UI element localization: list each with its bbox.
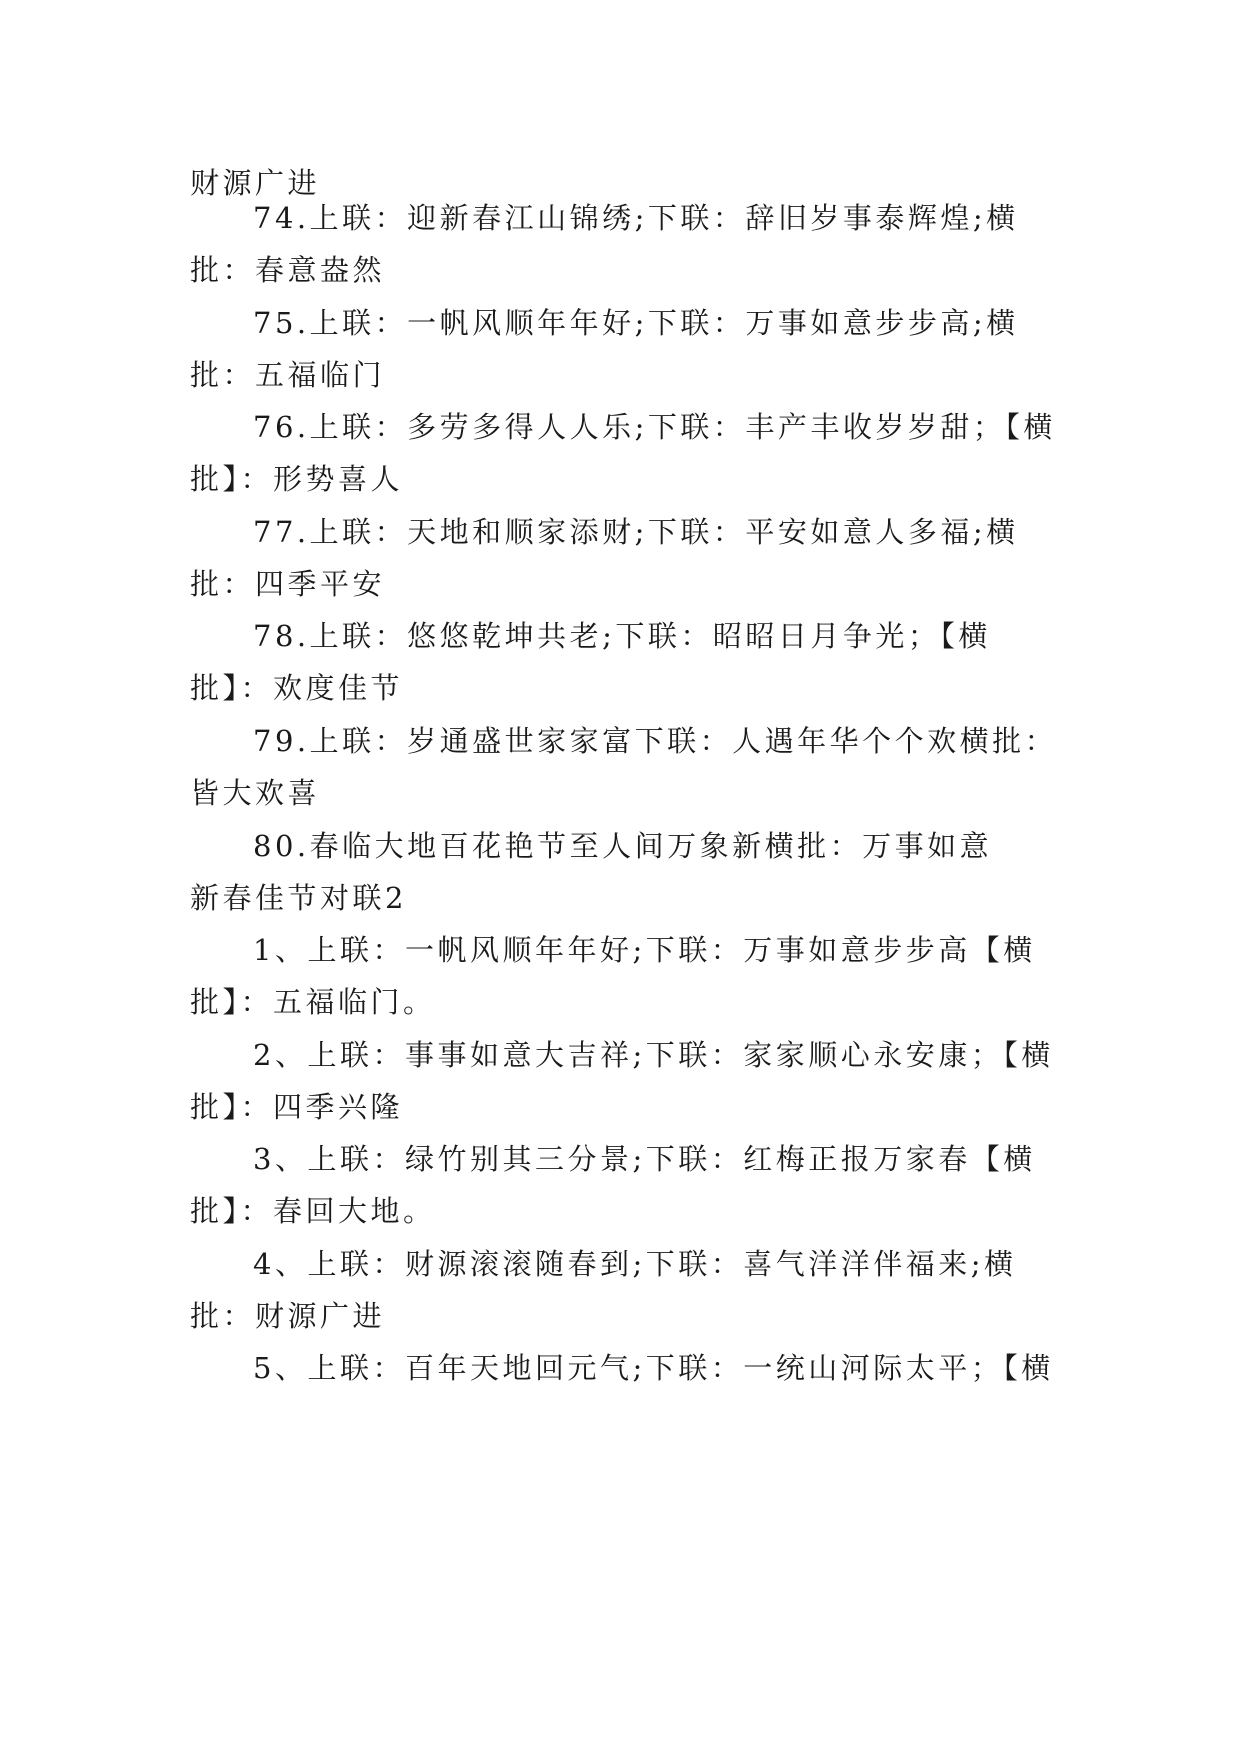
text-line: 1、上联：一帆风顺年年好;下联：万事如意步步高【横 <box>253 933 1036 967</box>
text-line: 批】：四季兴隆 <box>190 1090 404 1124</box>
text-line: 皆大欢喜 <box>190 776 321 810</box>
text-line: 2、上联：事事如意大吉祥;下联：家家顺心永安康；【横 <box>253 1038 1054 1072</box>
text-line: 5、上联：百年天地回元气;下联：一统山河际太平；【横 <box>253 1351 1054 1385</box>
text-line: 75.上联：一帆风顺年年好;下联：万事如意步步高;横 <box>253 306 1019 340</box>
text-line: 79.上联：岁通盛世家家富下联：人遇年华个个欢横批： <box>253 724 1058 758</box>
text-line: 77.上联：天地和顺家添财;下联：平安如意人多福;横 <box>253 515 1019 549</box>
text-line: 批】：五福临门。 <box>190 985 436 1019</box>
text-line: 新春佳节对联2 <box>190 881 407 915</box>
text-line: 76.上联：多劳多得人人乐;下联：丰产丰收岁岁甜；【横 <box>253 410 1056 444</box>
text-line: 批】：形势喜人 <box>190 462 404 496</box>
text-line: 财源广进 <box>190 166 321 200</box>
text-line: 批：四季平安 <box>190 567 386 601</box>
text-line: 批：财源广进 <box>190 1299 386 1333</box>
text-line: 批】：欢度佳节 <box>190 671 404 705</box>
text-line: 4、上联：财源滚滚随春到;下联：喜气洋洋伴福来;横 <box>253 1247 1017 1281</box>
text-line: 78.上联：悠悠乾坤共老;下联：昭昭日月争光；【横 <box>253 619 991 653</box>
text-line: 批：春意盎然 <box>190 253 386 287</box>
text-line: 3、上联：绿竹别其三分景;下联：红梅正报万家春【横 <box>253 1142 1036 1176</box>
text-line: 80.春临大地百花艳节至人间万象新横批：万事如意 <box>253 829 993 863</box>
text-line: 74.上联：迎新春江山锦绣;下联：辞旧岁事泰辉煌;横 <box>253 201 1019 235</box>
text-line: 批】：春回大地。 <box>190 1194 436 1228</box>
text-line: 批：五福临门 <box>190 358 386 392</box>
